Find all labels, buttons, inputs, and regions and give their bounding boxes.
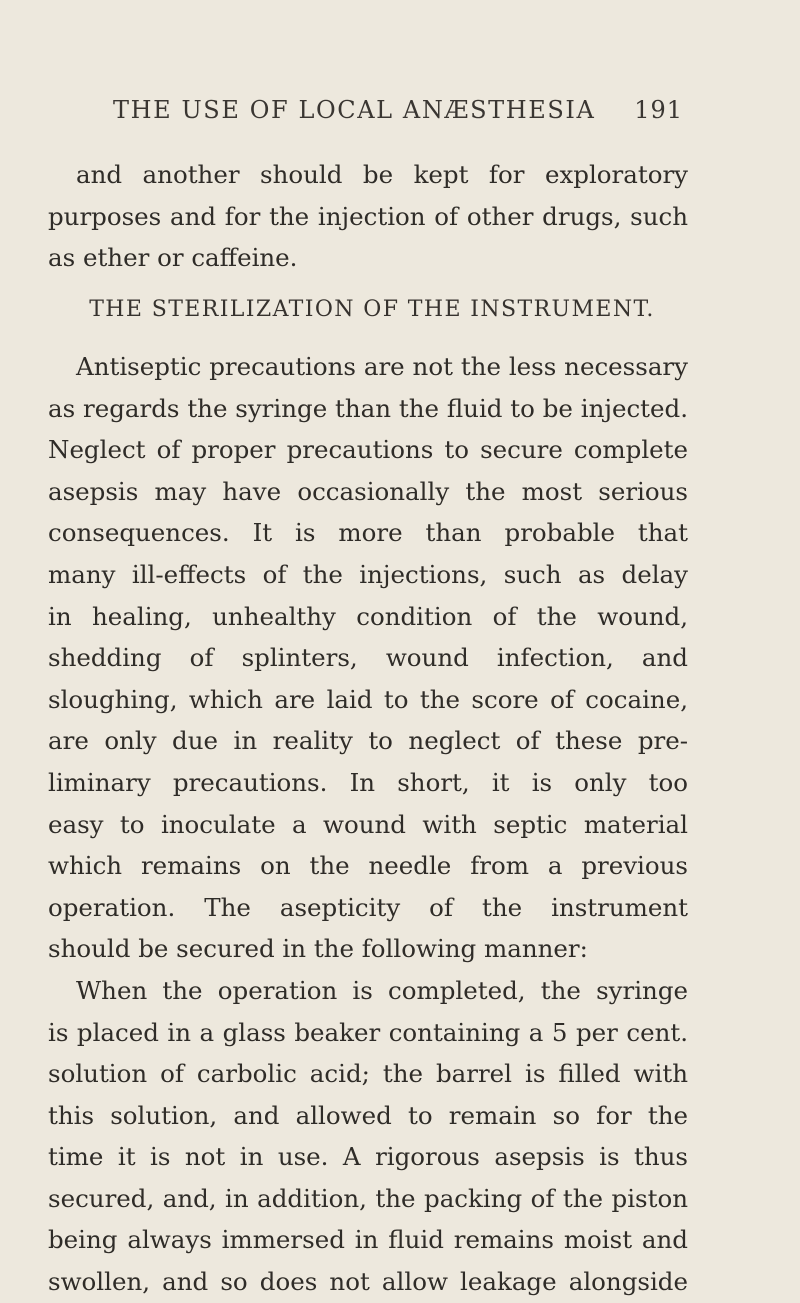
section-heading: THE STERILIZATION OF THE INSTRUMENT. <box>89 297 655 322</box>
text-line: solution of carbolic acid; the barrel is filled with <box>48 1059 688 1089</box>
text-line: swollen, and so does not allow leakage alongside <box>48 1267 688 1297</box>
intro-paragraph <box>48 154 688 279</box>
text-line: time it is not in use. A rigorous asepsis is thus <box>48 1142 688 1172</box>
text-line: is placed in a glass beaker containing a 5 per cent. <box>48 1017 688 1047</box>
text-line: Antiseptic precautions are not the less necessary <box>76 352 688 381</box>
text-line: purposes and for the injection of other drugs, such <box>48 201 688 231</box>
text-line: When the operation is completed, the syringe <box>76 975 688 1005</box>
text-line: in healing, unhealthy condition of the wound, <box>48 601 688 631</box>
text-line: and another should be kept for exploratory <box>76 160 688 189</box>
running-title: THE USE OF LOCAL ANÆSTHESIA <box>113 96 596 124</box>
text-line: consequences. It is more than probable that <box>48 518 688 548</box>
text-line: operation. The asepticity of the instrument <box>48 892 688 922</box>
running-head <box>113 96 683 124</box>
text-line: should be secured in the following manner: <box>48 934 588 964</box>
text-line: this solution, and allowed to remain so for the <box>48 1100 688 1130</box>
text-line: as regards the syringe than the fluid to be injected. <box>48 393 688 423</box>
text-line: as ether or caffeine. <box>48 243 298 273</box>
text-line: which remains on the needle from a previous <box>48 851 688 881</box>
text-line: secured, and, in addition, the packing of the piston <box>48 1183 688 1213</box>
text-line: easy to inoculate a wound with septic material <box>48 809 688 839</box>
body-text <box>48 346 688 1303</box>
text-line: Neglect of proper precautions to secure complete <box>48 435 688 465</box>
text-line: shedding of splinters, wound infection, and <box>48 643 688 673</box>
text-line: are only due in reality to neglect of these pre- <box>48 726 688 756</box>
text-line: asepsis may have occasionally the most serious <box>48 476 688 506</box>
text-line: sloughing, which are laid to the score of cocaine, <box>48 684 688 714</box>
text-line: being always immersed in fluid remains moist and <box>48 1225 688 1255</box>
page-number: 191 <box>634 96 683 124</box>
text-line: many ill-effects of the injections, such as delay <box>48 559 688 589</box>
text-line: liminary precautions. In short, it is only too <box>48 767 688 797</box>
